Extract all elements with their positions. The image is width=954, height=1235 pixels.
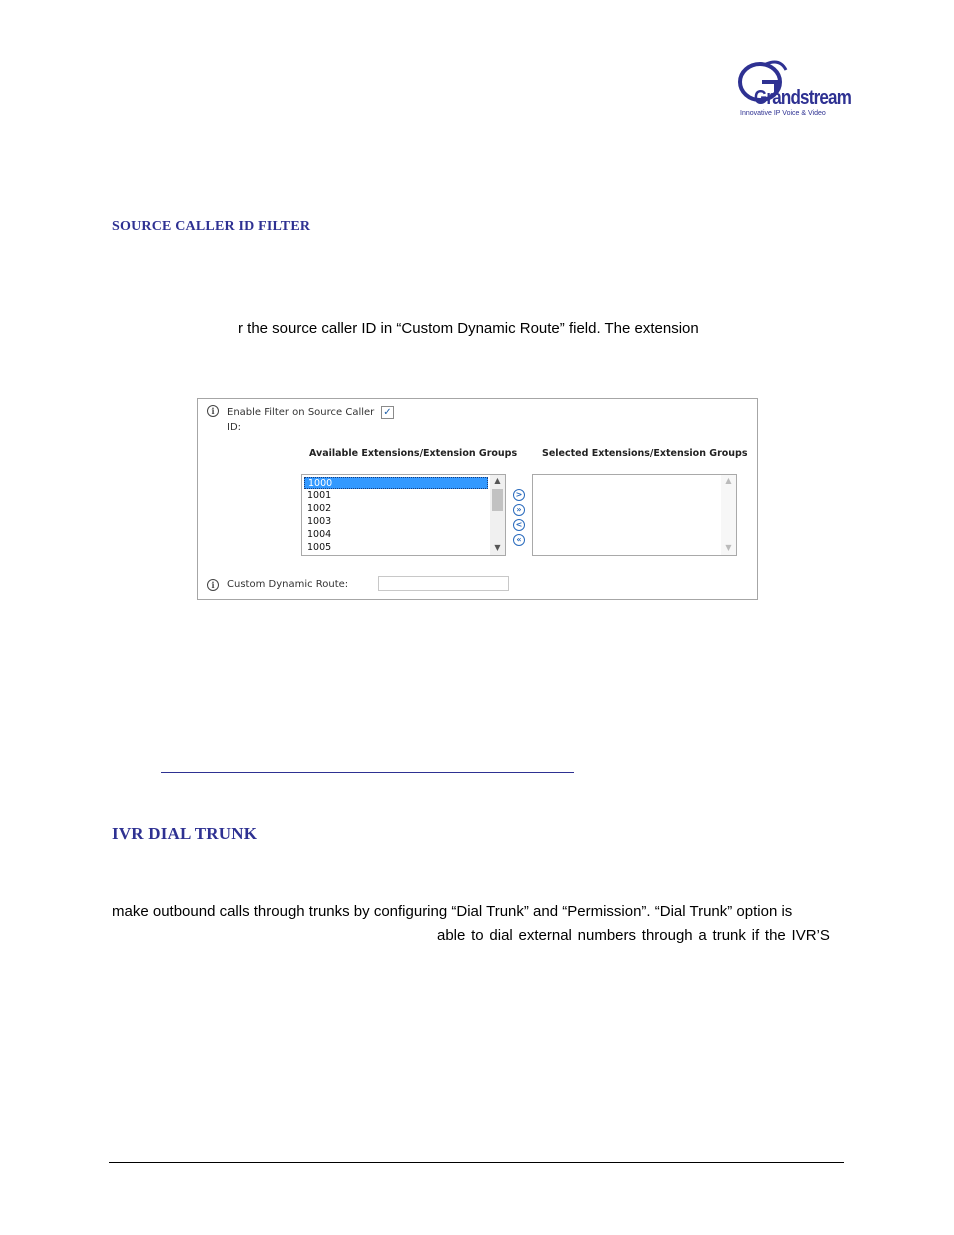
section1-paragraph: r the source caller ID in “Custom Dynamic Route” field. The extension xyxy=(238,320,699,337)
list-item[interactable]: 1002 xyxy=(307,503,332,514)
list-item[interactable]: 1000 xyxy=(304,477,488,489)
enable-filter-checkbox[interactable]: ✓ xyxy=(381,406,394,419)
selected-list-scrollbar[interactable] xyxy=(721,475,736,555)
custom-dynamic-route-label: Custom Dynamic Route: xyxy=(227,579,349,590)
section-title-ivr-dial-trunk: IVR DIAL TRUNK xyxy=(112,824,258,843)
logo-brand-text: Grandstream xyxy=(754,86,852,109)
scroll-up-icon[interactable]: ▲ xyxy=(494,476,501,485)
source-caller-id-filter-panel xyxy=(197,398,758,600)
section-title-source-caller-id-filter: SOURCE CALLER ID FILTER xyxy=(112,219,311,234)
info-icon[interactable]: i xyxy=(207,579,219,591)
section2-paragraph-line1: make outbound calls through trunks by configuring “Dial Trunk” and “Permission”. “Dial Trunk” option is xyxy=(112,903,793,920)
scroll-down-icon[interactable]: ▼ xyxy=(725,543,732,552)
list-item[interactable]: 1003 xyxy=(307,516,332,527)
move-all-left-icon[interactable]: « xyxy=(513,534,525,546)
move-left-icon[interactable]: < xyxy=(513,519,525,531)
enable-filter-label: Enable Filter on Source Caller xyxy=(227,407,375,418)
selected-extensions-list[interactable] xyxy=(532,474,737,556)
list-item[interactable]: 1001 xyxy=(307,490,332,501)
available-extensions-header: Available Extensions/Extension Groups xyxy=(309,448,518,459)
move-right-icon[interactable]: > xyxy=(513,489,525,501)
custom-dynamic-route-input[interactable] xyxy=(378,576,509,591)
footer-divider xyxy=(109,1162,844,1163)
hyperlink-underline[interactable] xyxy=(161,772,574,773)
info-icon[interactable]: i xyxy=(207,405,219,417)
list-item[interactable]: 1004 xyxy=(307,529,332,540)
grandstream-logo xyxy=(736,60,852,122)
enable-filter-label-cont: ID: xyxy=(227,422,242,433)
selected-extensions-header: Selected Extensions/Extension Groups xyxy=(542,448,748,459)
move-all-right-icon[interactable]: » xyxy=(513,504,525,516)
scroll-up-icon[interactable]: ▲ xyxy=(725,476,732,485)
list-item[interactable]: 1005 xyxy=(307,542,332,553)
section2-paragraph-line2: able to dial external numbers through a trunk if the IVR’S xyxy=(437,927,830,944)
logo-tagline: Innovative IP Voice & Video xyxy=(740,110,826,117)
available-list-scrollbar[interactable] xyxy=(490,475,505,555)
scroll-thumb[interactable] xyxy=(492,489,503,511)
available-extensions-list[interactable] xyxy=(301,474,506,556)
scroll-down-icon[interactable]: ▼ xyxy=(494,543,501,552)
